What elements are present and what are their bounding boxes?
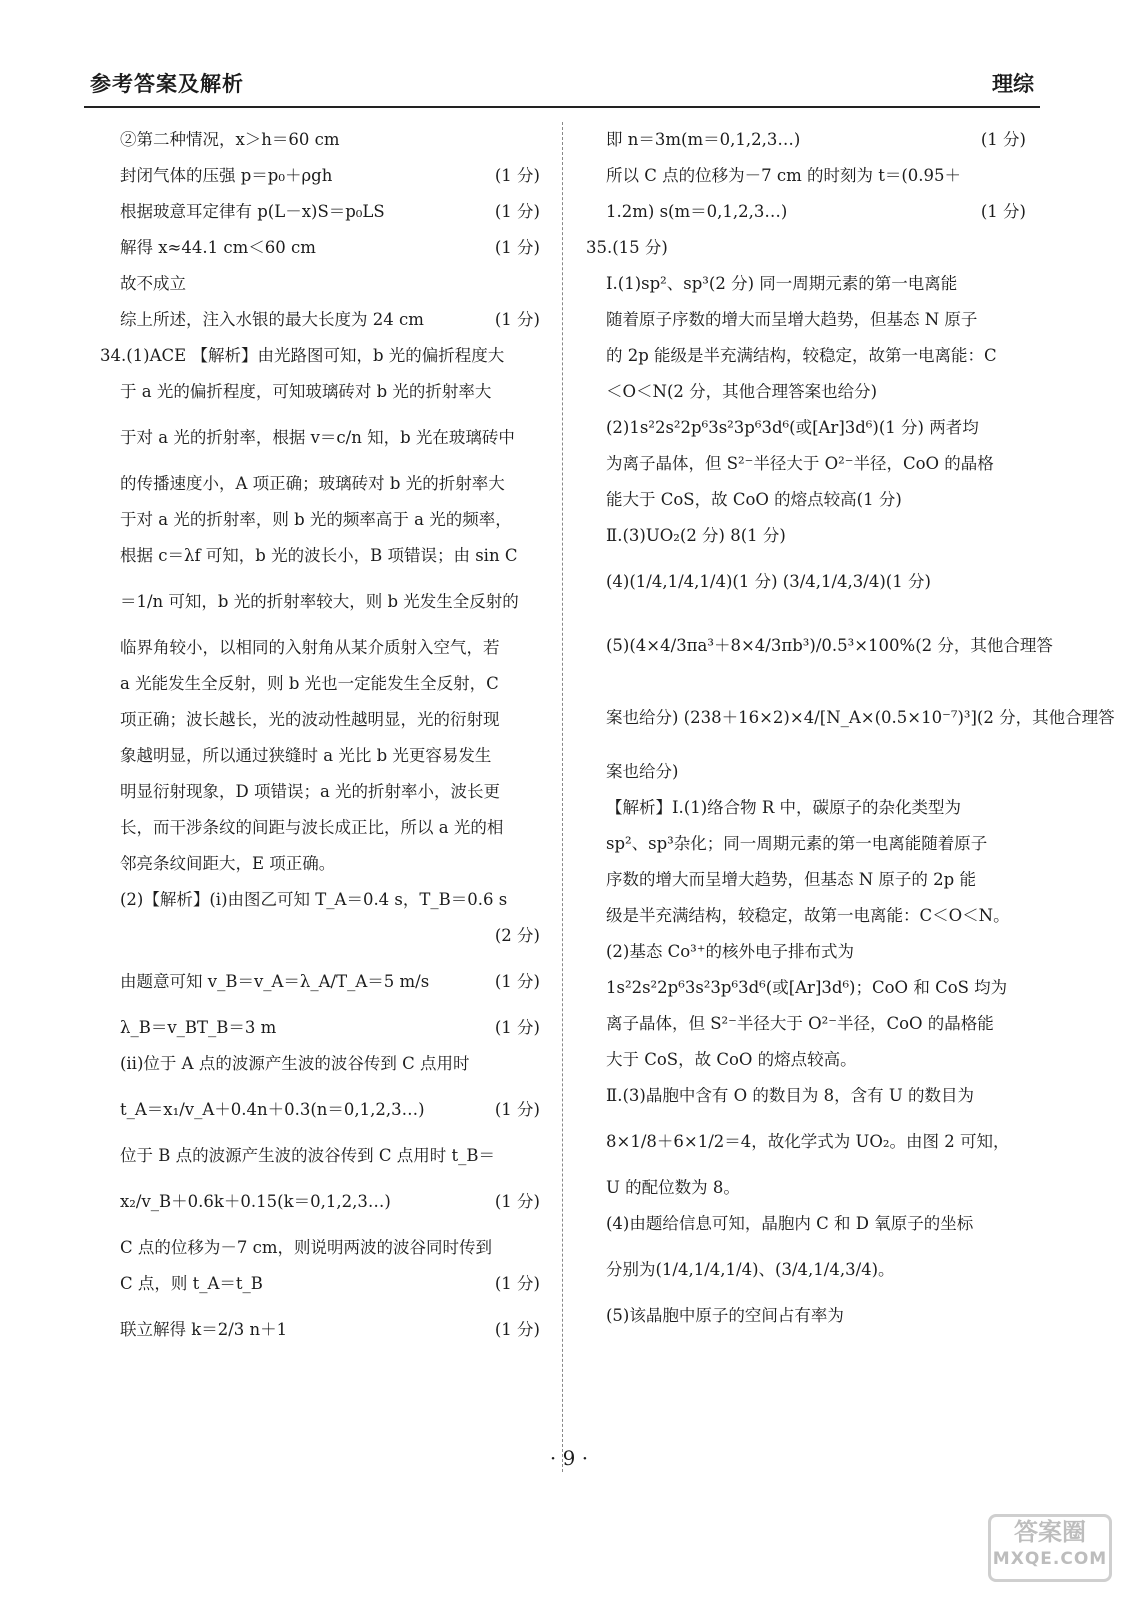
line-text: 项正确；波长越长，光的波动性越明显，光的衍射现 xyxy=(120,710,500,729)
text-line xyxy=(586,970,1026,1006)
text-line xyxy=(586,158,1026,194)
line-text: 所以 C 点的位移为－7 cm 的时刻为 t＝(0.95＋ xyxy=(606,166,962,185)
line-text: C 点的位移为－7 cm，则说明两波的波谷同时传到 xyxy=(120,1238,492,1257)
text-line xyxy=(586,1206,1026,1242)
line-text: 联立解得 k＝2/3 n＋1 xyxy=(120,1320,288,1339)
text-line xyxy=(100,574,540,630)
text-line xyxy=(100,1266,540,1302)
text-line xyxy=(100,1174,540,1230)
text-line xyxy=(586,266,1026,302)
text-line xyxy=(586,302,1026,338)
line-text: (ⅱ)位于 A 点的波源产生波的波谷传到 C 点用时 xyxy=(120,1054,470,1073)
text-line xyxy=(586,1042,1026,1078)
line-text: 于对 a 光的折射率，根据 v＝c/n 知，b 光在玻璃砖中 xyxy=(120,428,515,447)
line-text: 临界角较小，以相同的入射角从某介质射入空气，若 xyxy=(120,638,500,657)
text-line xyxy=(586,826,1026,862)
text-line xyxy=(100,266,540,302)
score-label: (1 分) xyxy=(494,1018,540,1037)
score-label: (1 分) xyxy=(494,238,540,257)
text-line xyxy=(100,1082,540,1138)
score-label: (1 分) xyxy=(494,1274,540,1293)
line-text: 1.2m) s(m＝0,1,2,3…) xyxy=(606,202,788,221)
line-text: U 的配位数为 8。 xyxy=(606,1178,740,1197)
left-column xyxy=(100,122,540,1358)
line-text: (2)基态 Co³⁺的核外电子排布式为 xyxy=(606,942,854,961)
text-line xyxy=(100,882,540,918)
line-text: λ_B＝v_BT_B＝3 m xyxy=(120,1018,277,1037)
text-line xyxy=(100,122,540,158)
line-text: 明显衍射现象，D 项错误；a 光的折射率小，波长更 xyxy=(120,782,501,801)
text-line xyxy=(586,682,1115,754)
column-divider xyxy=(562,122,563,1472)
text-line xyxy=(100,918,540,954)
line-text: Ⅱ.(3)晶胞中含有 O 的数目为 8，含有 U 的数目为 xyxy=(606,1086,974,1105)
text-line xyxy=(100,954,540,1010)
line-text: ②第二种情况，x＞h＝60 cm xyxy=(120,130,340,149)
line-text: 象越明显，所以通过狭缝时 a 光比 b 光更容易发生 xyxy=(120,746,492,765)
text-line xyxy=(100,1230,540,1266)
score-label: (2 分) xyxy=(494,926,540,945)
line-text: x₂/v_B＋0.6k＋0.15(k＝0,1,2,3…) xyxy=(120,1192,391,1211)
text-line xyxy=(586,122,1026,158)
line-text: 综上所述，注入水银的最大长度为 24 cm xyxy=(120,310,424,329)
text-line xyxy=(100,158,540,194)
watermark-logo xyxy=(988,1514,1112,1582)
line-text: 【解析】Ⅰ.(1)络合物 R 中，碳原子的杂化类型为 xyxy=(606,798,962,817)
text-line xyxy=(100,374,540,410)
line-text: (4)(1/4,1/4,1/4)(1 分) (3/4,1/4,3/4)(1 分) xyxy=(606,572,931,591)
line-text: C 点，则 t_A＝t_B xyxy=(120,1274,263,1293)
line-text: 案也给分) xyxy=(606,762,679,781)
text-line xyxy=(586,862,1026,898)
text-line xyxy=(586,1170,1026,1206)
text-line xyxy=(100,410,540,466)
text-line xyxy=(100,810,540,846)
line-text: 1s²2s²2p⁶3s²3p⁶3d⁶(或[Ar]3d⁶)；CoO 和 CoS 均为 xyxy=(606,978,1008,997)
text-line xyxy=(586,410,1026,446)
line-text: 根据玻意耳定律有 p(L－x)S＝p₀LS xyxy=(120,202,385,221)
line-text: ＝1/n 可知，b 光的折射率较大，则 b 光发生全反射的 xyxy=(120,592,519,611)
line-text: 位于 B 点的波源产生波的波谷传到 C 点用时 t_B＝ xyxy=(120,1146,495,1165)
line-text: 由题意可知 v_B＝v_A＝λ_A/T_A＝5 m/s xyxy=(120,972,430,991)
line-text: 级是半充满结构，较稳定，故第一电离能：C＜O＜N。 xyxy=(606,906,1010,925)
line-text: a 光能发生全反射，则 b 光也一定能发生全反射，C xyxy=(120,674,499,693)
line-text: (4)由题给信息可知，晶胞内 C 和 D 氧原子的坐标 xyxy=(606,1214,974,1233)
line-text: t_A＝x₁/v_A＋0.4n＋0.3(n＝0,1,2,3…) xyxy=(120,1100,425,1119)
text-line xyxy=(100,630,540,666)
text-line xyxy=(100,1046,540,1082)
line-text: sp²、sp³杂化；同一周期元素的第一电离能随着原子 xyxy=(606,834,988,853)
score-label: (1 分) xyxy=(494,1320,540,1339)
line-text: 随着原子序数的增大而呈增大趋势，但基态 N 原子 xyxy=(606,310,978,329)
text-line xyxy=(586,1242,1026,1298)
line-text: 封闭气体的压强 p＝p₀＋ρgh xyxy=(120,166,333,185)
line-text: 解得 x≈44.1 cm＜60 cm xyxy=(120,238,316,257)
line-text: 长，而干涉条纹的间距与波长成正比，所以 a 光的相 xyxy=(120,818,504,837)
text-line xyxy=(586,338,1026,374)
page-header xyxy=(84,62,1040,108)
page-number: · 9 · xyxy=(549,1446,589,1470)
text-line xyxy=(586,610,1053,682)
score-label: (1 分) xyxy=(494,202,540,221)
line-text: 序数的增大而呈增大趋势，但基态 N 原子的 2p 能 xyxy=(606,870,976,889)
text-line xyxy=(100,702,540,738)
text-line xyxy=(100,466,540,502)
text-line xyxy=(586,518,1026,554)
line-text: 故不成立 xyxy=(120,274,186,293)
watermark-text: 答案圈 xyxy=(1014,1518,1086,1546)
line-text: (5)该晶胞中原子的空间占有率为 xyxy=(606,1306,844,1325)
text-line xyxy=(586,898,1026,934)
line-text: (5)(4×4/3πa³＋8×4/3πb³)/0.5³×100%(2 分，其他合理答 xyxy=(606,636,1053,655)
text-line xyxy=(100,338,540,374)
text-line xyxy=(586,790,1026,826)
line-text: 的传播速度小，A 项正确；玻璃砖对 b 光的折射率大 xyxy=(120,474,505,493)
text-line xyxy=(586,1114,1026,1170)
score-label: (1 分) xyxy=(494,972,540,991)
text-line xyxy=(586,446,1026,482)
text-line xyxy=(586,194,1026,230)
text-line xyxy=(100,846,540,882)
score-label: (1 分) xyxy=(980,202,1026,221)
text-line xyxy=(586,1006,1026,1042)
text-line xyxy=(100,538,540,574)
watermark-url: MXQE.COM xyxy=(992,1549,1108,1569)
line-text: 离子晶体，但 S²⁻半径大于 O²⁻半径，CoO 的晶格能 xyxy=(606,1014,994,1033)
text-line xyxy=(586,482,1026,518)
text-line xyxy=(100,194,540,230)
text-line xyxy=(586,1298,1026,1334)
line-text: 于对 a 光的折射率，则 b 光的频率高于 a 光的频率， xyxy=(120,510,512,529)
score-label: (1 分) xyxy=(494,1100,540,1119)
line-text: 分别为(1/4,1/4,1/4)、(3/4,1/4,3/4)。 xyxy=(606,1260,895,1279)
line-text: 于 a 光的偏折程度，可知玻璃砖对 b 光的折射率大 xyxy=(120,382,492,401)
text-line xyxy=(586,554,1026,610)
text-line xyxy=(100,1010,540,1046)
line-text: 为离子晶体，但 S²⁻半径大于 O²⁻半径，CoO 的晶格 xyxy=(606,454,994,473)
line-text: 案也给分) (238＋16×2)×4/[N_A×(0.5×10⁻⁷)³](2 分，其他合理答 xyxy=(606,708,1115,727)
right-column xyxy=(586,122,1115,1334)
line-text: 35.(15 分) xyxy=(586,238,668,257)
line-text: Ⅰ.(1)sp²、sp³(2 分) 同一周期元素的第一电离能 xyxy=(606,274,958,293)
line-text: 能大于 CoS，故 CoO 的熔点较高(1 分) xyxy=(606,490,902,509)
text-line xyxy=(100,502,540,538)
text-line xyxy=(100,302,540,338)
text-line xyxy=(586,934,1026,970)
line-text: 8×1/8＋6×1/2＝4，故化学式为 UO₂。由图 2 可知， xyxy=(606,1132,1010,1151)
text-line xyxy=(586,374,1026,410)
line-text: 大于 CoS，故 CoO 的熔点较高。 xyxy=(606,1050,857,1069)
line-text: 根据 c＝λf 可知，b 光的波长小，B 项错误；由 sin C xyxy=(120,546,518,565)
text-line xyxy=(586,754,1026,790)
line-text: 邻亮条纹间距大，E 项正确。 xyxy=(120,854,336,873)
score-label: (1 分) xyxy=(494,166,540,185)
text-line xyxy=(100,1302,540,1358)
score-label: (1 分) xyxy=(980,130,1026,149)
header-title: 参考答案及解析 xyxy=(90,71,244,96)
text-line xyxy=(586,1078,1026,1114)
text-line xyxy=(100,666,540,702)
line-text: 即 n＝3m(m＝0,1,2,3…) xyxy=(606,130,801,149)
line-text: (2)1s²2s²2p⁶3s²3p⁶3d⁶(或[Ar]3d⁶)(1 分) 两者均 xyxy=(606,418,979,437)
text-line xyxy=(586,230,1026,266)
score-label: (1 分) xyxy=(494,310,540,329)
text-line xyxy=(100,1138,540,1174)
line-text: 34.(1)ACE 【解析】由光路图可知，b 光的偏折程度大 xyxy=(100,346,505,365)
line-text: ＜O＜N(2 分，其他合理答案也给分) xyxy=(606,382,878,401)
line-text: Ⅱ.(3)UO₂(2 分) 8(1 分) xyxy=(606,526,786,545)
text-line xyxy=(100,230,540,266)
text-line xyxy=(100,774,540,810)
text-line xyxy=(100,738,540,774)
line-text: (2)【解析】(ⅰ)由图乙可知 T_A＝0.4 s，T_B＝0.6 s xyxy=(120,890,508,909)
score-label: (1 分) xyxy=(494,1192,540,1211)
line-text: 的 2p 能级是半充满结构，较稳定，故第一电离能：C xyxy=(606,346,997,365)
header-subject: 理综 xyxy=(992,71,1034,96)
